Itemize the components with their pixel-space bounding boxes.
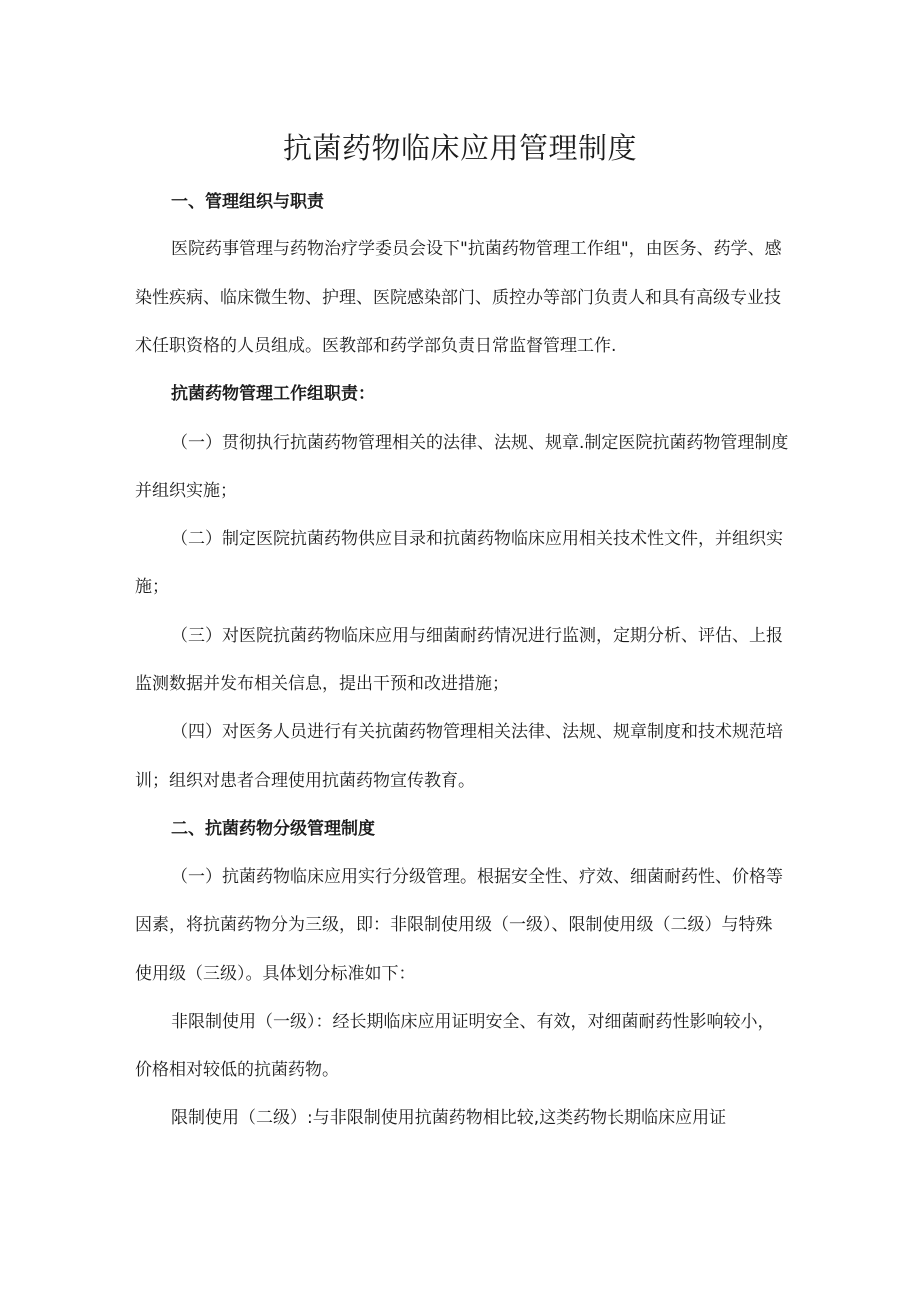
paragraph-line: 价格相对较低的抗菌药物。 [135, 1060, 339, 1080]
paragraph-line: 术任职资格的人员组成。医教部和药学部负责日常监督管理工作. [135, 336, 617, 356]
paragraph-line: 染性疾病、临床微生物、护理、医院感染部门、质控办等部门负责人和具有高级专业技 [135, 288, 781, 308]
paragraph-line: （四）对医务人员进行有关抗菌药物管理相关法律、法规、规章制度和技术规范培 [171, 722, 783, 742]
paragraph-line: （三）对医院抗菌药物临床应用与细菌耐药情况进行监测，定期分析、评估、上报 [171, 626, 783, 646]
paragraph-line: 施； [135, 577, 169, 597]
paragraph-line: （一）贯彻执行抗菌药物管理相关的法律、法规、规章.制定医院抗菌药物管理制度 [171, 433, 789, 453]
paragraph-line: （二）制定医院抗菌药物供应目录和抗菌药物临床应用相关技术性文件，并组织实 [171, 529, 783, 549]
paragraph-line: 监测数据并发布相关信息，提出干预和改进措施； [135, 674, 509, 694]
subheading-duties: 抗菌药物管理工作组职责： [171, 384, 375, 404]
paragraph-line: 使用级（三级）。具体划分标准如下： [135, 964, 416, 984]
section-heading-2: 二、抗菌药物分级管理制度 [171, 819, 375, 839]
paragraph-line: 因素，将抗菌药物分为三级，即：非限制使用级（一级）、限制使用级（二级）与特殊 [135, 915, 773, 935]
paragraph-line: 并组织实施； [135, 481, 237, 501]
paragraph-line: （一）抗菌药物临床应用实行分级管理。根据安全性、疗效、细菌耐药性、价格等 [171, 867, 783, 887]
paragraph-line: 非限制使用（一级）：经长期临床应用证明安全、有效，对细菌耐药性影响较小， [171, 1012, 775, 1032]
paragraph-line: 限制使用（二级）:与非限制使用抗菌药物相比较,这类药物长期临床应用证 [171, 1108, 727, 1128]
paragraph-line: 医院药事管理与药物治疗学委员会设下"抗菌药物管理工作组"，由医务、药学、感 [171, 239, 782, 259]
section-heading-1: 一、管理组织与职责 [171, 192, 324, 212]
paragraph-line: 训；组织对患者合理使用抗菌药物宣传教育。 [135, 771, 475, 791]
document-title: 抗菌药物临床应用管理制度 [282, 131, 637, 165]
